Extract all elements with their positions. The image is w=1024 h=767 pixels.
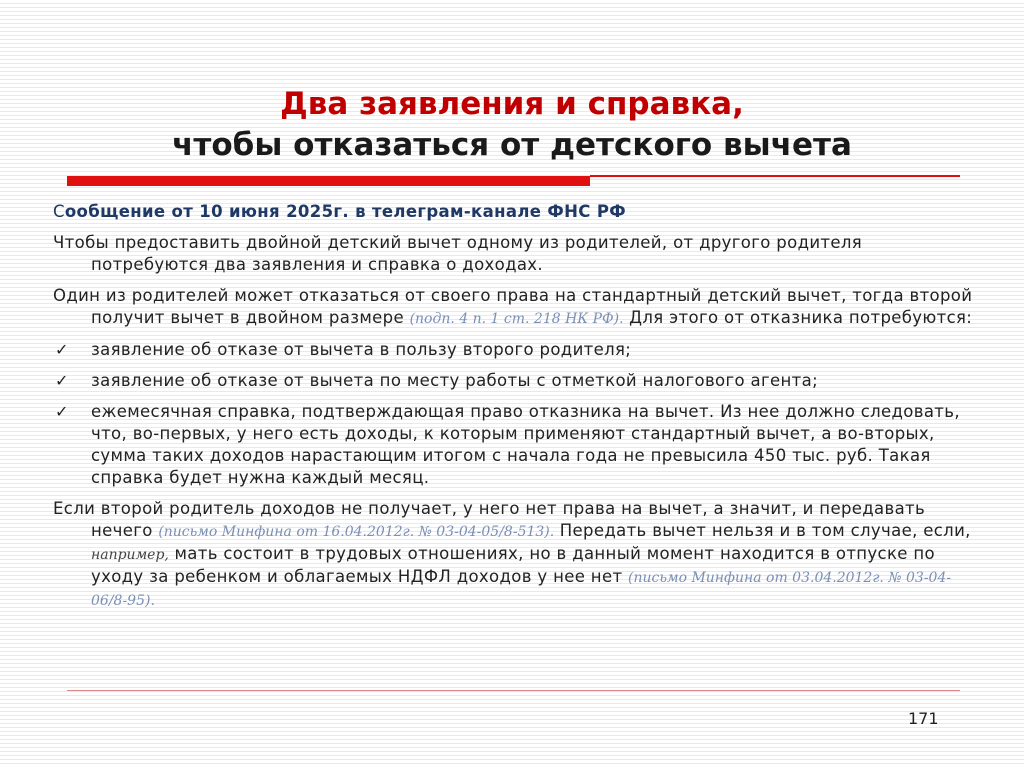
title-line-2: чтобы отказаться от детского вычета: [172, 127, 852, 163]
paragraph-3-text-a: Если второй родитель доходов не получает, у него нет права на вычет, а значит, и передавать нечего: [53, 499, 926, 540]
check-item-text: заявление об отказе от вычета по месту работы с отметкой налогового агента;: [91, 371, 818, 390]
paragraph-2-law-reference: (подп. 4 п. 1 ст. 218 НК РФ).: [409, 311, 624, 327]
paragraph-2: [53, 285, 983, 330]
page-number: 171: [908, 709, 939, 728]
check-mark-icon: ✓: [55, 340, 69, 359]
check-item-text: заявление об отказе от вычета в пользу второго родителя;: [91, 340, 632, 359]
message-source: [53, 201, 983, 223]
check-mark-icon: ✓: [55, 371, 69, 390]
title-accent-line: [590, 175, 960, 177]
footer-divider: [67, 690, 960, 691]
paragraph-2-text-b: Для этого от отказника потребуются:: [623, 308, 973, 327]
title-line-1: Два заявления и справка,: [280, 86, 744, 122]
check-list-item: [53, 370, 983, 392]
title-accent-bar: [67, 176, 590, 186]
paragraph-1: Чтобы предоставить двойной детский вычет одному из родителей, от другого родителя потребуются два заявления и справка о доходах.: [53, 233, 863, 274]
check-list-item: [53, 401, 983, 489]
message-source-text: ообщение от 10 июня 2025г. в телеграм-канале ФНС РФ: [64, 202, 626, 221]
paragraph-3-italic-word: например,: [91, 547, 169, 563]
paragraph-3-reference-1: (письмо Минфина от 16.04.2012г. № 03-04-05/8-513).: [158, 524, 555, 540]
slide-title: [60, 84, 964, 166]
paragraph-3: [53, 498, 983, 612]
paragraph-3-text-c: мать состоит в трудовых отношениях, но в данный момент находится в отпуске по уходу за ребенком и облагаемых НДФЛ доходов у нее нет: [91, 544, 935, 586]
paragraph-3-text-b: Передать вычет нельзя и в том случае, если,: [554, 521, 971, 540]
check-item-text: ежемесячная справка, подтверждающая право отказника на вычет. Из нее должно следовать, что, во-первых, у него есть доходы, к которым применяют стандартный вычет, а во-вторых, сумма таких доходов нарастающим итогом с начала года не превысила 450 тыс. руб. Такая справка будет нужна каждый месяц.: [91, 402, 960, 487]
paragraph-3-reference-2: (письмо Минфина от 03.04.2012г. № 03-04-06/8-95).: [91, 570, 952, 609]
message-first-letter: С: [53, 202, 65, 221]
check-list-item: [53, 339, 983, 361]
check-mark-icon: ✓: [55, 402, 69, 421]
paragraph-2-text-a: Один из родителей может отказаться от своего права на стандартный детский вычет, тогда второй получит вычет в двойном размере: [53, 286, 973, 327]
slide-body: [53, 201, 983, 621]
